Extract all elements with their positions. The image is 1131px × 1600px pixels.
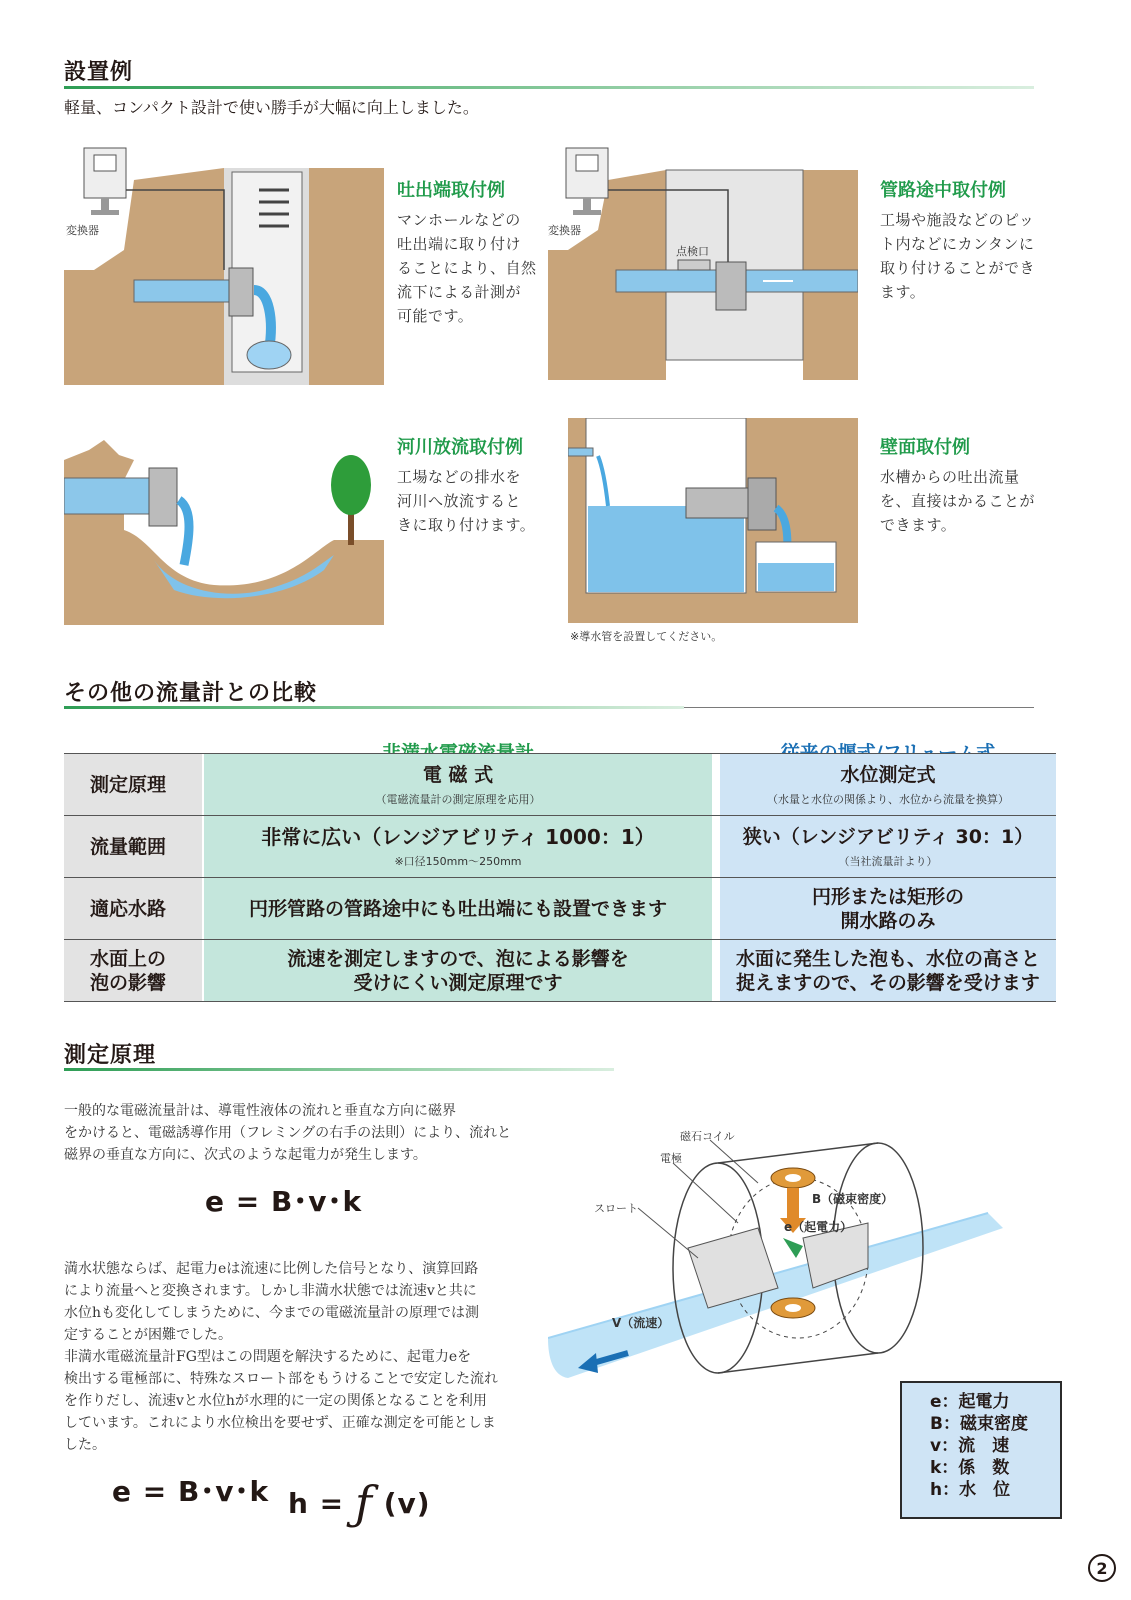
table-rule bbox=[64, 815, 1056, 816]
cell-old bbox=[720, 878, 1056, 939]
cell-sub-text: （電磁流量計の測定原理を応用） bbox=[375, 792, 541, 806]
coil-label: 磁石コイル bbox=[680, 1130, 735, 1143]
table-rule bbox=[64, 939, 1056, 940]
cell-sub-text: ※口径150mm～250mm bbox=[394, 854, 522, 868]
installation-lead: 軽量、コンパクト設計で使い勝手が大幅に向上しました。 bbox=[64, 98, 479, 117]
example-title: 管路途中取付例 bbox=[880, 180, 1006, 201]
formula-level bbox=[288, 1470, 431, 1530]
formula-emf-bottom: e = B･v･k bbox=[112, 1475, 270, 1508]
table-bottom-rule bbox=[64, 1001, 1056, 1002]
cell-old bbox=[720, 940, 1056, 1001]
section-rule bbox=[64, 86, 1034, 89]
cell-old bbox=[720, 816, 1056, 877]
table-rule bbox=[64, 877, 1056, 878]
cell-new bbox=[204, 878, 712, 939]
section-title-installation: 設置例 bbox=[64, 60, 134, 85]
example-body: 工場や施設などのピッ ト内などにカンタンに 取り付けることができ ます。 bbox=[880, 211, 1036, 301]
cell-new bbox=[204, 816, 712, 877]
example-title: 吐出端取付例 bbox=[397, 180, 505, 201]
symbol-legend bbox=[900, 1381, 1062, 1519]
cell-main-text: 狭い（レンジアビリティ 30：1） bbox=[742, 825, 1034, 848]
row-label: 測定原理 bbox=[64, 754, 202, 815]
formula-level-prefix: h = bbox=[288, 1487, 345, 1520]
converter-label: 変換器 bbox=[66, 224, 99, 237]
section-title-comparison: その他の流量計との比較 bbox=[64, 681, 318, 706]
table-top-rule bbox=[64, 753, 1056, 754]
cell-main-text: 水位測定式 bbox=[840, 763, 936, 786]
legend-item: v：流 速 bbox=[930, 1436, 1010, 1456]
cell-main-text: 水面に発生した泡も、水位の高さと 捉えますので、その影響を受けます bbox=[735, 947, 1040, 994]
legend-item: e：起電力 bbox=[930, 1392, 1010, 1412]
principle-paragraph-2: 満水状態ならば、起電力eは流速に比例した信号となり、演算回路 により流量へと変換されます。しかし非満水状態では流速vと共に 水位hも変化してしまうために、今までの電磁流量計の原理では測 定することが困難でした。 非満水電磁流量計FG型はこの問題を解決するために、起電力eを 検出する電極部に、特殊なスロート部をもうけることで安定した流れ を作りだし、流速vと水位hが水理的に一定の関係となることを利用 しています。これにより水位検出を要せず、正確な測定を可能としま した。 bbox=[64, 1261, 498, 1453]
legend-item: B：磁束密度 bbox=[930, 1414, 1028, 1434]
installation-note: ※導水管を設置してください。 bbox=[570, 630, 723, 643]
principle-paragraph-1: 一般的な電磁流量計は、導電性液体の流れと垂直な方向に磁界 をかけると、電磁誘導作用（フレミングの右手の法則）により、流れと 磁界の垂直な方向に、次式のような起電力が発生します。 bbox=[64, 1103, 512, 1163]
formula-level-suffix: (v) bbox=[383, 1487, 431, 1520]
table-row bbox=[64, 754, 1056, 815]
inspection-port-label: 点検口 bbox=[676, 245, 709, 258]
cell-sub-text: （水量と水位の関係より、水位から流量を換算） bbox=[767, 792, 1009, 806]
cell-new bbox=[204, 940, 712, 1001]
example-title: 壁面取付例 bbox=[880, 437, 970, 458]
row-label: 適応水路 bbox=[64, 878, 202, 939]
section-rule bbox=[64, 1068, 614, 1071]
e-label: e（起電力） bbox=[784, 1220, 853, 1234]
river-discharge-illustration bbox=[64, 440, 384, 625]
cell-sub-text: （当社流量計より） bbox=[838, 854, 938, 868]
legend-item: k：係 数 bbox=[930, 1458, 1010, 1478]
b-label: B（磁束密度） bbox=[812, 1192, 894, 1206]
cell-main-text: 円形または矩形の 開水路のみ bbox=[811, 885, 964, 932]
converter-label: 変換器 bbox=[548, 224, 581, 237]
section-title-principle: 測定原理 bbox=[64, 1043, 157, 1068]
cell-new bbox=[204, 754, 712, 815]
cell-old bbox=[720, 754, 1056, 815]
example-body: 水槽からの吐出流量 を、直接はかることが できます。 bbox=[880, 468, 1036, 534]
cell-main-text: 電 磁 式 bbox=[422, 763, 494, 786]
cell-main-text: 非常に広い（レンジアビリティ 1000：1） bbox=[261, 824, 655, 849]
table-row bbox=[64, 816, 1056, 877]
row-label: 流量範囲 bbox=[64, 816, 202, 877]
electrode-label: 電極 bbox=[660, 1152, 682, 1165]
legend-item: h：水 位 bbox=[930, 1480, 1011, 1500]
cell-main-text: 円形管路の管路途中にも吐出端にも設置できます bbox=[248, 897, 667, 920]
discharge-end-illustration bbox=[64, 140, 384, 390]
formula-emf: e = B･v･k bbox=[205, 1185, 363, 1218]
section-rule-extension bbox=[684, 707, 1034, 708]
example-title: 河川放流取付例 bbox=[397, 437, 523, 458]
section-rule bbox=[64, 706, 684, 709]
row-label: 水面上の 泡の影響 bbox=[64, 940, 202, 1001]
cell-main-text: 流速を測定しますので、泡による影響を 受けにくい測定原理です bbox=[287, 947, 629, 994]
table-row bbox=[64, 878, 1056, 939]
throat-label: スロート bbox=[594, 1202, 638, 1215]
principle-diagram bbox=[548, 1128, 1008, 1398]
v-label: V（流速） bbox=[612, 1316, 670, 1330]
page-number: 2 bbox=[1088, 1554, 1116, 1582]
function-symbol: ƒ bbox=[354, 1476, 373, 1530]
example-body: マンホールなどの 吐出端に取り付け ることにより、自然 流下による計測が 可能です。 bbox=[397, 211, 537, 325]
mid-pipe-illustration bbox=[548, 140, 858, 385]
wall-mount-illustration bbox=[568, 418, 858, 623]
example-body: 工場などの排水を 河川へ放流すると きに取り付けます。 bbox=[397, 468, 536, 534]
table-row bbox=[64, 940, 1056, 1001]
